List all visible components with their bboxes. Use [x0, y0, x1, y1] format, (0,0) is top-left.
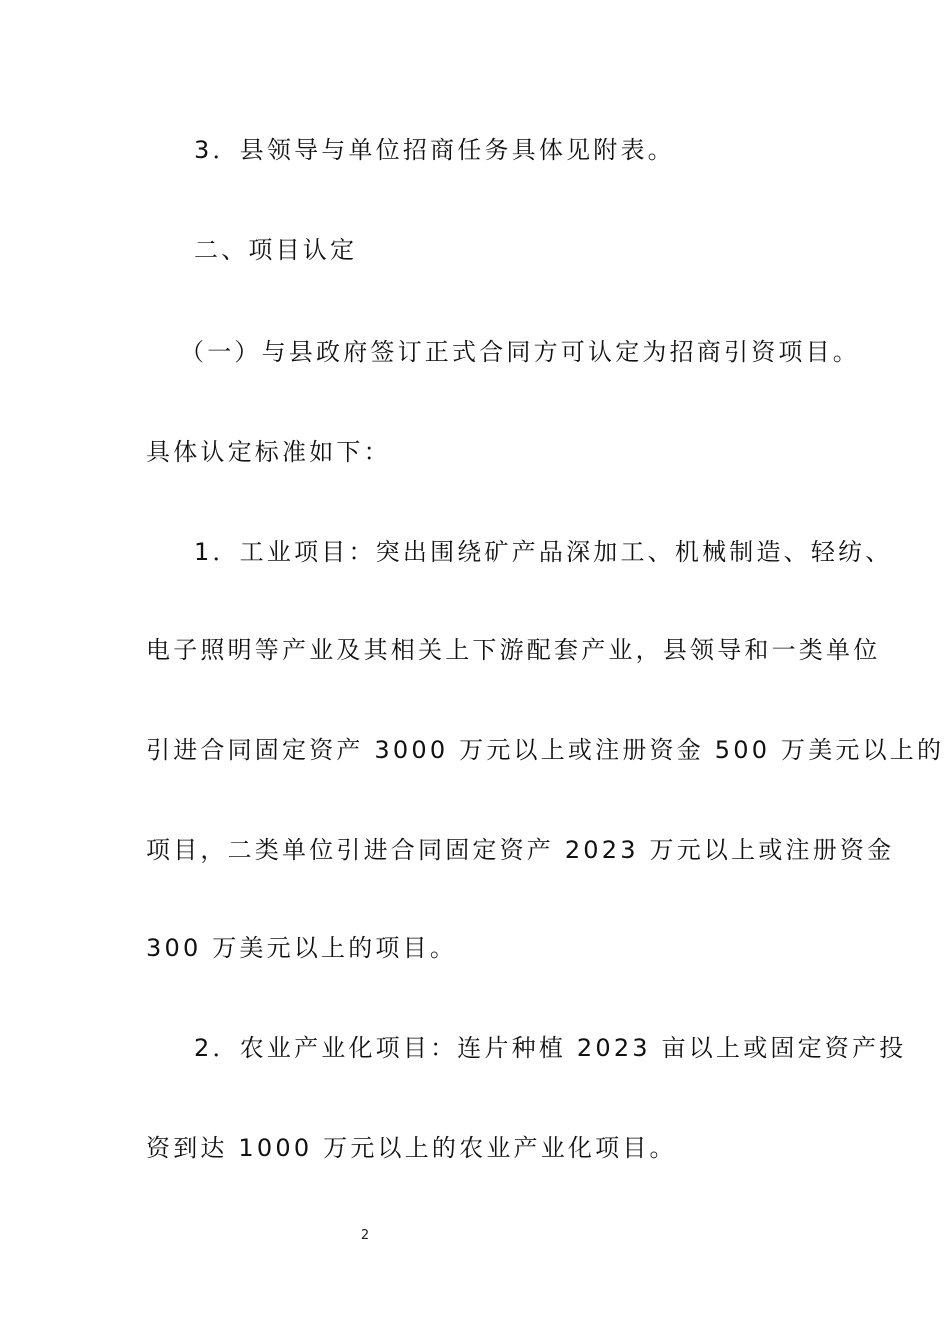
paragraph-line-agriculture-1: 2．农业产业化项目：连片种植 2023 亩以上或固定资产投: [194, 1034, 907, 1062]
page-number: 2: [360, 1228, 370, 1243]
paragraph-line-industrial-2: 电子照明等产业及其相关上下游配套产业，县领导和一类单位: [146, 636, 881, 664]
section-heading-project-recognition: 二、项目认定: [194, 236, 358, 264]
paragraph-line-contract-rule: （一）与县政府签订正式合同方可认定为招商引资项目。: [180, 338, 860, 366]
paragraph-line-criteria-intro: 具体认定标准如下：: [146, 438, 391, 466]
paragraph-line-industrial-1: 1．工业项目：突出围绕矿产品深加工、机械制造、轻纺、: [194, 538, 893, 566]
paragraph-line-task-table: 3．县领导与单位招商任务具体见附表。: [194, 136, 675, 164]
paragraph-line-industrial-3: 引进合同固定资产 3000 万元以上或注册资金 500 万美元以上的: [146, 736, 945, 764]
paragraph-line-industrial-4: 项目，二类单位引进合同固定资产 2023 万元以上或注册资金: [146, 836, 895, 864]
paragraph-line-agriculture-2: 资到达 1000 万元以上的农业产业化项目。: [146, 1134, 677, 1162]
paragraph-line-industrial-5: 300 万美元以上的项目。: [146, 934, 458, 962]
